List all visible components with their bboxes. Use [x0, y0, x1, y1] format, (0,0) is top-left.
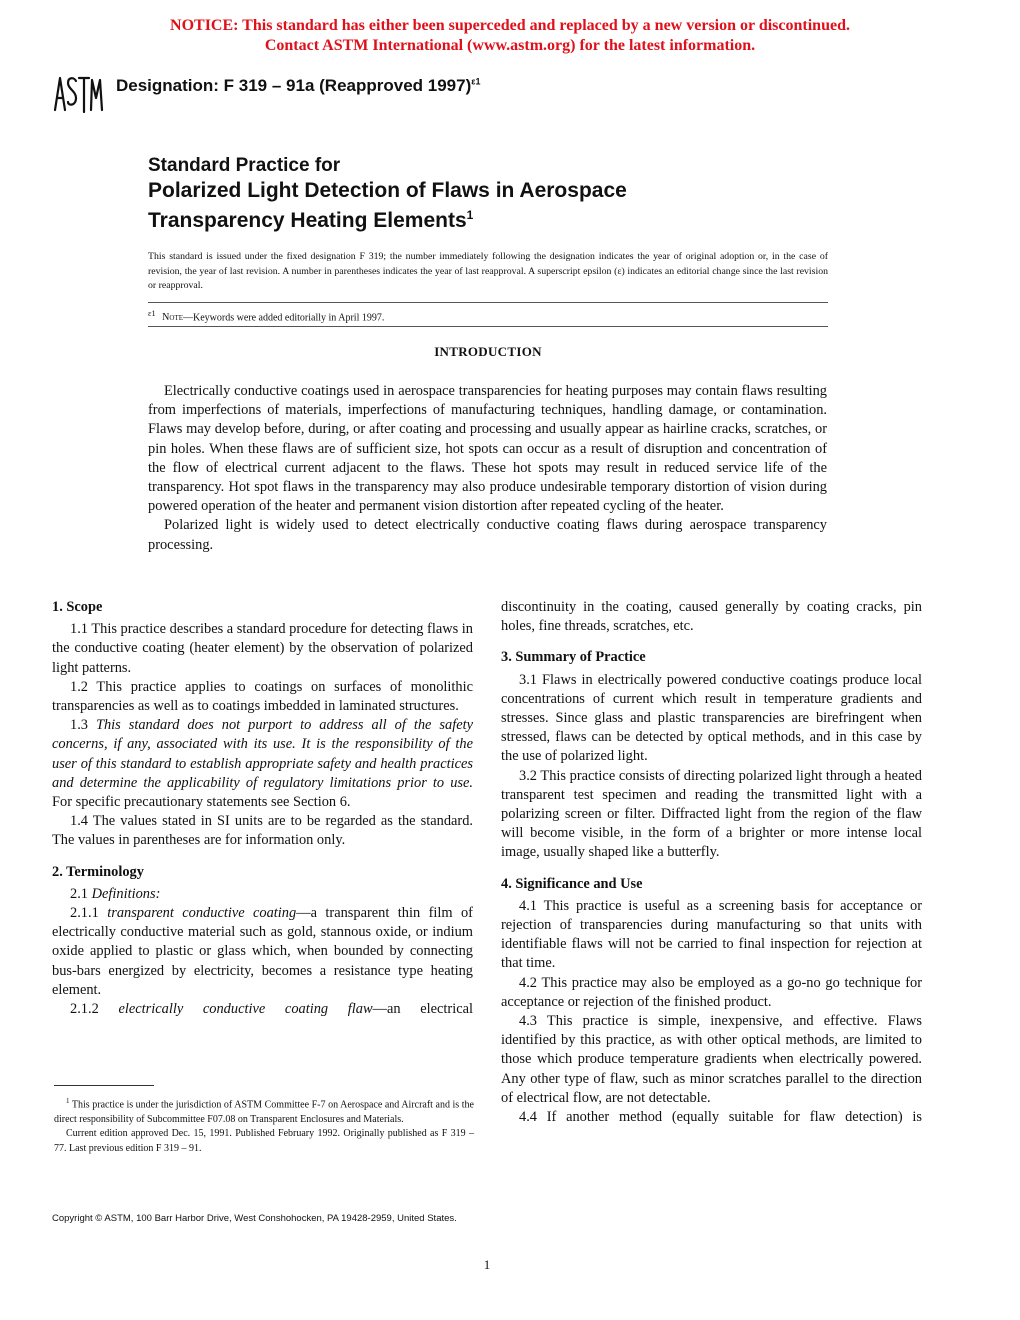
- document-title: [148, 154, 627, 233]
- footnote-1: [54, 1094, 474, 1127]
- footnote-1-text: This practice is under the jurisdiction of ASTM Committee F-7 on Aerospace and Aircraft and is the direct responsibility of Subcommittee F07.08 on Transparent Enclosures and Materials.: [54, 1099, 474, 1125]
- section-4-4: 4.4 If another method (equally suitable for flaw detection) is: [519, 1109, 922, 1126]
- footnote-divider: [54, 1085, 154, 1086]
- title-line-2: Polarized Light Detection of Flaws in Aerospace: [148, 179, 627, 202]
- notice-line-2: Contact ASTM International (www.astm.org) for the latest information.: [264, 37, 756, 54]
- section-1-1: 1.1 This practice describes a standard procedure for detecting flaws in the conductive coating (heater element) by the observation of polarized light patterns.: [52, 621, 473, 676]
- footnote-1-marker: 1: [66, 1097, 70, 1105]
- section-2-1: [52, 885, 473, 904]
- introduction-body: [148, 382, 827, 555]
- section-1-heading: 1. Scope: [52, 599, 103, 615]
- section-1-2: 1.2 This practice applies to coatings on surfaces of monolithic transparencies as well as to coatings imbedded in laminated structures.: [52, 678, 473, 715]
- right-column: [501, 598, 922, 1127]
- section-1-3-num: 1.3: [70, 717, 88, 734]
- title-line-3-text: Transparency Heating Elements: [148, 209, 467, 232]
- notice-line-1: NOTICE: This standard has either been superceded and replaced by a new version or discontinued.: [170, 17, 850, 34]
- intro-paragraph-1: Electrically conductive coatings used in aerospace transparencies for heating purposes may contain flaws resulting from imperfections of materials, imperfections of manufacturing techniques, handling damage, or contamination. Flaws may develop before, during, or after coating and processing and usually appear as hairline cracks, scratches, or pin holes. When these flaws are of sufficient size, hot spots can occur as a result of disruption and concentration of the flow of electrical current adjacent to the flaws. These hot spots may result in reduced service life of the transparency. Hot spot flaws in the transparency may also produce undesirable temporary distortion of vision during powered operation of the heater and permanent vision distortion after repeated cycling of the heater.: [148, 383, 827, 515]
- footnote-2: Current edition approved Dec. 15, 1991. Published February 1992. Originally published as F 319 – 77. Last previous edition F 319 – 91.: [54, 1128, 474, 1154]
- section-2-1-italic: Definitions:: [91, 885, 161, 902]
- divider-bottom: [148, 326, 828, 327]
- designation-text: Designation: F 319 – 91a (Reapproved 1997): [116, 76, 472, 95]
- footnotes: [54, 1094, 474, 1156]
- section-2-1-num: 2.1: [70, 885, 88, 902]
- editorial-note-epsilon: ε1: [148, 309, 156, 318]
- section-2-1-2-num: 2.1.2: [70, 1001, 99, 1018]
- designation: [116, 76, 481, 96]
- left-column: [52, 598, 473, 1019]
- issued-statement: This standard is issued under the fixed designation F 319; the number immediately following the designation indicates the year of original adoption or, in the case of revision, the year of last revision. A number in parentheses indicates the year of last reapproval. A superscript epsilon (ε) indicates an editorial change since the last revision or reapproval.: [148, 251, 828, 291]
- section-1-3: [52, 716, 473, 812]
- divider-top: [148, 302, 828, 303]
- editorial-note-label: Note: [162, 312, 184, 324]
- section-2-1-1-term: transparent conductive coating: [107, 905, 297, 922]
- section-2-1-1: [52, 904, 473, 1000]
- section-1-3-italic: This standard does not purport to address all of the safety concerns, if any, associated with its use. It is the responsibility of the user of this standard to establish appropriate safety and health practices and determine the applicability of regulatory limitations prior to use.: [52, 717, 473, 791]
- page-number: 1: [483, 1257, 491, 1272]
- section-3-heading: 3. Summary of Practice: [501, 649, 646, 666]
- intro-paragraph-2: Polarized light is widely used to detect electrically conductive coating flaws during aerospace transparency processing.: [148, 517, 827, 553]
- section-4-heading: 4. Significance and Use: [501, 875, 643, 892]
- title-line-1: Standard Practice for: [148, 155, 341, 176]
- section-2-1-2-term: electrically conductive coating flaw: [118, 1001, 373, 1018]
- designation-epsilon: ε1: [471, 76, 481, 87]
- section-4-3: 4.3 This practice is simple, inexpensive, and effective. Flaws identified by this practice, as with other optical methods, are limited to those which produce temperature gradients when electrically powered. Any other type of flaw, such as minor scratches parallel to the direction of electrical flow, are not detectable.: [501, 1013, 922, 1106]
- section-4-2: 4.2 This practice may also be employed as a go-no go technique for acceptance or rejection of the finished product.: [501, 974, 922, 1010]
- title-line-3: [148, 203, 627, 233]
- copyright: Copyright © ASTM, 100 Barr Harbor Drive, West Conshohocken, PA 19428-2959, United States.: [52, 1213, 457, 1224]
- section-1-4: 1.4 The values stated in SI units are to be regarded as the standard. The values in parentheses are for information only.: [52, 813, 473, 849]
- editorial-note-text: —Keywords were added editorially in April 1997.: [183, 312, 385, 324]
- astm-logo: [52, 72, 104, 116]
- notice-banner: [0, 16, 1020, 56]
- section-3-1: 3.1 Flaws in electrically powered conductive coatings produce local concentrations of current which result in temperature gradients and stresses. Since glass and plastic transparencies are birefringent when stressed, flaws can be detected by optical methods, and in this case by the use of polarized light.: [501, 671, 922, 765]
- section-4-1: 4.1 This practice is useful as a screening basis for acceptance or rejection of transparencies during manufacturing so that units with identifiable flaws will not be carried to final inspection for rejection at that time.: [501, 897, 922, 972]
- editorial-note: [148, 309, 384, 323]
- section-2-heading: 2. Terminology: [52, 863, 144, 880]
- section-2-1-2-definition: —an electrical: [372, 1001, 473, 1018]
- introduction-heading: INTRODUCTION: [434, 344, 542, 359]
- title-footnote-ref: 1: [466, 208, 474, 222]
- section-1-3-rest: For specific precautionary statements see Section 6.: [52, 794, 351, 811]
- section-2-1-1-definition: —a transparent thin film of electrically conductive material such as gold, stannous oxide, or indium oxide applied to plastic or glass which, when bounded by connecting bus-bars energized by electricity, becomes a resistance type heating element.: [52, 905, 473, 998]
- section-2-1-2-continuation: discontinuity in the coating, caused generally by coating cracks, pin holes, fine threads, scratches, etc.: [501, 599, 922, 635]
- section-3-2: 3.2 This practice consists of directing polarized light through a heated transparent test specimen and reading the transmitted light with a polarizing screen or filter. Diffracted light from the region of the flaw will become visible, in the form of a brighter or more intense local image, usually shaped like a butterfly.: [501, 767, 922, 861]
- section-2-1-1-num: 2.1.1: [70, 905, 99, 922]
- section-2-1-2: [52, 1000, 473, 1019]
